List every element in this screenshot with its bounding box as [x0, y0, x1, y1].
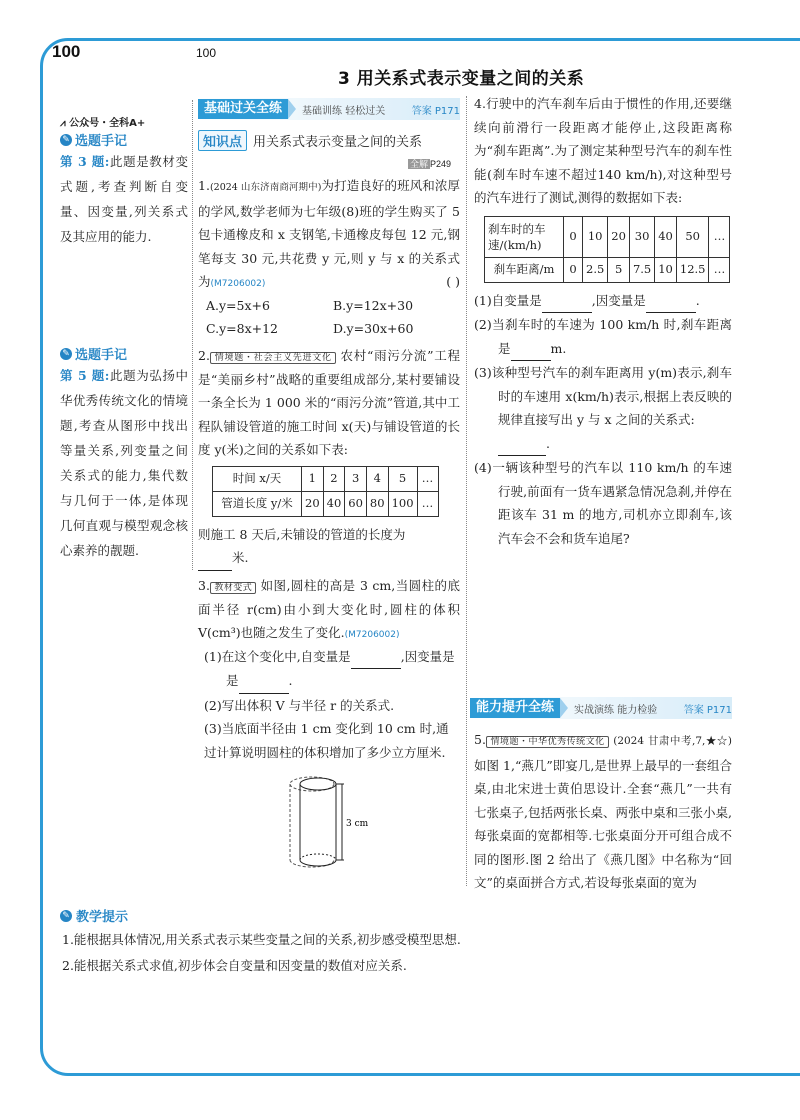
answer-blank[interactable]	[498, 432, 546, 457]
subq-2-unit: m.	[550, 340, 567, 356]
banner-arrow-icon	[560, 698, 568, 718]
table-cell: 1	[302, 466, 324, 491]
answer-blank[interactable]	[198, 546, 232, 571]
subq-1-text-b: ,因变量是	[591, 292, 646, 308]
subq-1-end: .	[695, 292, 700, 308]
question-source: (2024 山东济南商河期中)	[209, 182, 322, 193]
page-number-small: 100	[196, 46, 217, 60]
subq-3: (3)当底面半径由 1 cm 变化到 10 cm 时,通过计算说明圆柱的体积增加了多少立方厘米.	[204, 721, 449, 760]
table-cell: 30	[629, 216, 654, 257]
table-cell: 12.5	[676, 257, 709, 282]
answer-blank[interactable]	[542, 289, 592, 314]
quanjie-key: 全解	[410, 159, 429, 169]
note-body	[60, 363, 188, 563]
question-1	[198, 174, 460, 341]
note-label: 第 5 题:	[60, 368, 110, 383]
full-solution-ref	[408, 157, 451, 170]
table-cell: 0	[564, 257, 583, 282]
table-cell: 10	[583, 216, 608, 257]
note-icon: ✎	[60, 134, 72, 146]
cylinder-bottom-hidden	[300, 854, 336, 860]
table-cell: 4	[366, 466, 388, 491]
table-row	[485, 257, 730, 282]
table-header-cell: 刹车距离/m	[485, 257, 564, 282]
answer-reference: 答案 P171	[411, 105, 460, 117]
subq-2: (2)写出体积 V 与半径 r 的关系式.	[204, 697, 395, 713]
table-header-cell	[485, 216, 564, 257]
teaching-heading-text: 教学提示	[76, 910, 129, 925]
header-line-2: 速/(km/h)	[488, 237, 542, 252]
table-cell: …	[709, 216, 730, 257]
table-cell: 2	[323, 466, 345, 491]
height-label: 3 cm	[346, 819, 369, 829]
question-text: 为打造良好的班风和浓厚的学风,数学老师为七年级(8)班的学生购买了 5 包卡通橡皮和 x 支钢笔,卡通橡皮每包 12 元,钢笔每支 30 元,共花费 y 元,则 y 与 x 的关系式为	[198, 178, 460, 289]
table-cell: 20	[608, 216, 630, 257]
banner-subtitle: 实战演练 能力检验	[574, 704, 658, 716]
cylinder-top	[300, 778, 336, 790]
question-code: (M7206002)	[210, 279, 266, 289]
question-followup: 则施工 8 天后,未铺设的管道的长度为	[198, 526, 406, 542]
table-cell: 20	[302, 491, 324, 516]
unit-text: 米.	[232, 550, 249, 565]
table-cell: 5	[388, 466, 417, 491]
question-number: 5.	[474, 732, 486, 747]
advanced-practice-banner	[470, 697, 732, 719]
option-d: D.y=30x+60	[333, 321, 414, 336]
data-table	[212, 466, 439, 517]
table-cell: 2.5	[583, 257, 608, 282]
column-divider-middle	[466, 96, 467, 886]
banner-arrow-icon	[288, 99, 296, 119]
question-number: 2.	[198, 348, 210, 363]
table-cell: 3	[345, 466, 367, 491]
table-cell: 10	[655, 257, 677, 282]
table-cell: 40	[655, 216, 677, 257]
banner-subtitle: 基础训练 轻松过关	[302, 105, 386, 117]
note-label: 第 3 题:	[60, 154, 110, 169]
teaching-item: 1.能根据具体情况,用关系式表示某些变量之间的关系,初步感受模型思想.	[62, 932, 461, 947]
subq-1-text-b: ,因变量是	[400, 648, 455, 664]
question-number: 4.	[474, 96, 486, 111]
answer-paren: ( )	[446, 274, 460, 289]
teaching-item: 2.能根据关系式求值,初步体会自变量和因变量的数值对应关系.	[62, 958, 407, 973]
subq-3-text: (3)该种型号汽车的刹车距离用 y(m)表示,刹车时的车速用 x(km/h)表示,根据上表反映的规律直接写出 y 与 x 之间的关系式:	[474, 365, 732, 427]
table-row	[213, 466, 439, 491]
question-number: 3.	[198, 578, 210, 593]
table-cell: 100	[388, 491, 417, 516]
book-icon: ⩘	[60, 118, 66, 129]
table-cell: 0	[564, 216, 583, 257]
subq-1-text: (1)在这个变化中,自变量是	[204, 648, 351, 664]
question-2	[198, 344, 460, 571]
note-body	[60, 149, 188, 249]
table-cell: 5	[608, 257, 630, 282]
table-row	[485, 216, 730, 257]
question-chip: 教材变式	[210, 582, 256, 594]
table-cell: 60	[345, 491, 367, 516]
brand-label	[60, 114, 145, 129]
table-cell: 40	[323, 491, 345, 516]
option-b: B.y=12x+30	[333, 297, 414, 313]
selection-note-1	[60, 130, 188, 249]
subq-1-label-c: 是	[226, 673, 239, 688]
note-icon: ✎	[60, 348, 72, 360]
indent	[204, 673, 226, 688]
subq-1-end: .	[288, 673, 293, 688]
brand-text: 公众号・全科A+	[69, 118, 146, 129]
note-text: 此题是教材变式题,考查判断自变量、因变量,列关系式及其应用的能力.	[60, 154, 188, 244]
table-cell: 7.5	[629, 257, 654, 282]
selection-note-2	[60, 344, 188, 563]
table-cell: 50	[676, 216, 709, 257]
knowledge-tag: 知识点	[198, 130, 247, 151]
answer-blank[interactable]	[239, 669, 289, 694]
cylinder-bottom	[300, 860, 336, 866]
option-c: C.y=8x+12	[206, 321, 279, 336]
note-text: 此题为弘扬中华优秀传统文化的情境题,考查从图形中找出等量关系,列变量之间关系式的能力,集代数与几何于一体,是体现几何直观与模型观念核心素养的靓题.	[60, 368, 188, 558]
answer-reference: 答案 P171	[683, 704, 732, 716]
answer-blank[interactable]	[511, 337, 551, 362]
question-code: (M7206002)	[344, 630, 400, 640]
table-cell: 管道长度 y/米	[213, 491, 302, 516]
table-cell: 80	[366, 491, 388, 516]
quanjie-page: P249	[430, 159, 452, 169]
data-table	[484, 216, 730, 283]
knowledge-text: 用关系式表示变量之间的关系	[253, 135, 423, 150]
subq-3-end: .	[546, 435, 550, 451]
page-number: 100	[52, 42, 81, 61]
note-heading-text: 选题手记	[75, 348, 128, 363]
subq-4: (4)一辆该种型号的汽车以 110 km/h 的车速行驶,前面有一货车遇紧急情况急刹,并停在距该车 31 m 的地方,司机亦立即刹车,该汽车会不会和货车追尾?	[474, 460, 732, 546]
option-a: A.y=5x+6	[206, 297, 270, 313]
question-5	[474, 728, 732, 895]
header-line-1: 刹车时的车	[488, 221, 546, 236]
column-divider-left	[192, 100, 193, 570]
note-heading	[60, 344, 188, 363]
question-source: (2024 甘肃中考,7,★☆)	[613, 735, 732, 747]
subq-1-text: (1)自变量是	[474, 292, 542, 308]
question-text: 农村“雨污分流”工程是“美丽乡村”战略的重要组成部分,某村要铺设一条全长为 1 000 米的“雨污分流”管道,其中工程队铺设管道的施工时间 x(天)与铺设管道的长度 y(米)之间的关系如下表:	[198, 348, 460, 457]
section-title: 3 用关系式表示变量之间的关系	[338, 69, 585, 89]
banner-title: 能力提升全练	[470, 698, 560, 718]
question-text: 行驶中的汽车刹车后由于惯性的作用,还要继续向前滑行一段距离才能停止,这段距离称为“刹车距离”.为了测定某种型号汽车的刹车性能(刹车时车速不超过140 km/h),对这种型号的汽车进行了测试,测得的数据如下表:	[474, 96, 732, 205]
banner-title: 基础过关全练	[198, 99, 288, 119]
question-number: 1.	[198, 178, 210, 193]
teaching-icon: ✎	[60, 910, 72, 922]
question-4	[474, 92, 732, 550]
question-3	[198, 574, 460, 764]
table-cell: 时间 x/天	[213, 466, 302, 491]
table-cell: …	[417, 491, 438, 516]
question-text: 如图 1,“燕几”即宴几,是世界上最早的一套组合桌,由北宋进士黄伯思设计.全套“燕几”一共有七张桌子,包括两张长桌、两张中桌和三张小桌,每张桌面的宽都相等.七张桌面分开可组合成不同的图形.图 2 给出了《燕几图》中名称为“回文”的桌面拼合方式,若设每张桌面的宽为	[474, 757, 732, 890]
question-chip: 情境题・社会主义先进文化	[210, 352, 336, 364]
knowledge-point	[198, 130, 422, 151]
question-chip: 情境题・中华优秀传统文化	[486, 736, 609, 748]
answer-blank[interactable]	[351, 645, 401, 670]
table-cell: …	[417, 466, 438, 491]
option-grid	[198, 294, 460, 341]
subq-2-text: (2)当刹车时的车速为 100 km/h 时,刹车距离是	[474, 317, 732, 356]
note-heading	[60, 130, 188, 149]
teaching-heading	[60, 906, 128, 925]
table-cell: …	[709, 257, 730, 282]
basic-practice-banner	[198, 98, 460, 120]
cylinder-figure	[284, 772, 384, 880]
answer-blank[interactable]	[646, 289, 696, 314]
table-row	[213, 491, 439, 516]
question-text: 如图,圆柱的高是 3 cm,当圆柱的底面半径 r(cm)由小到大变化时,圆柱的体积 V(cm³)也随之发生了变化.	[198, 578, 460, 640]
note-heading-text: 选题手记	[75, 134, 128, 149]
